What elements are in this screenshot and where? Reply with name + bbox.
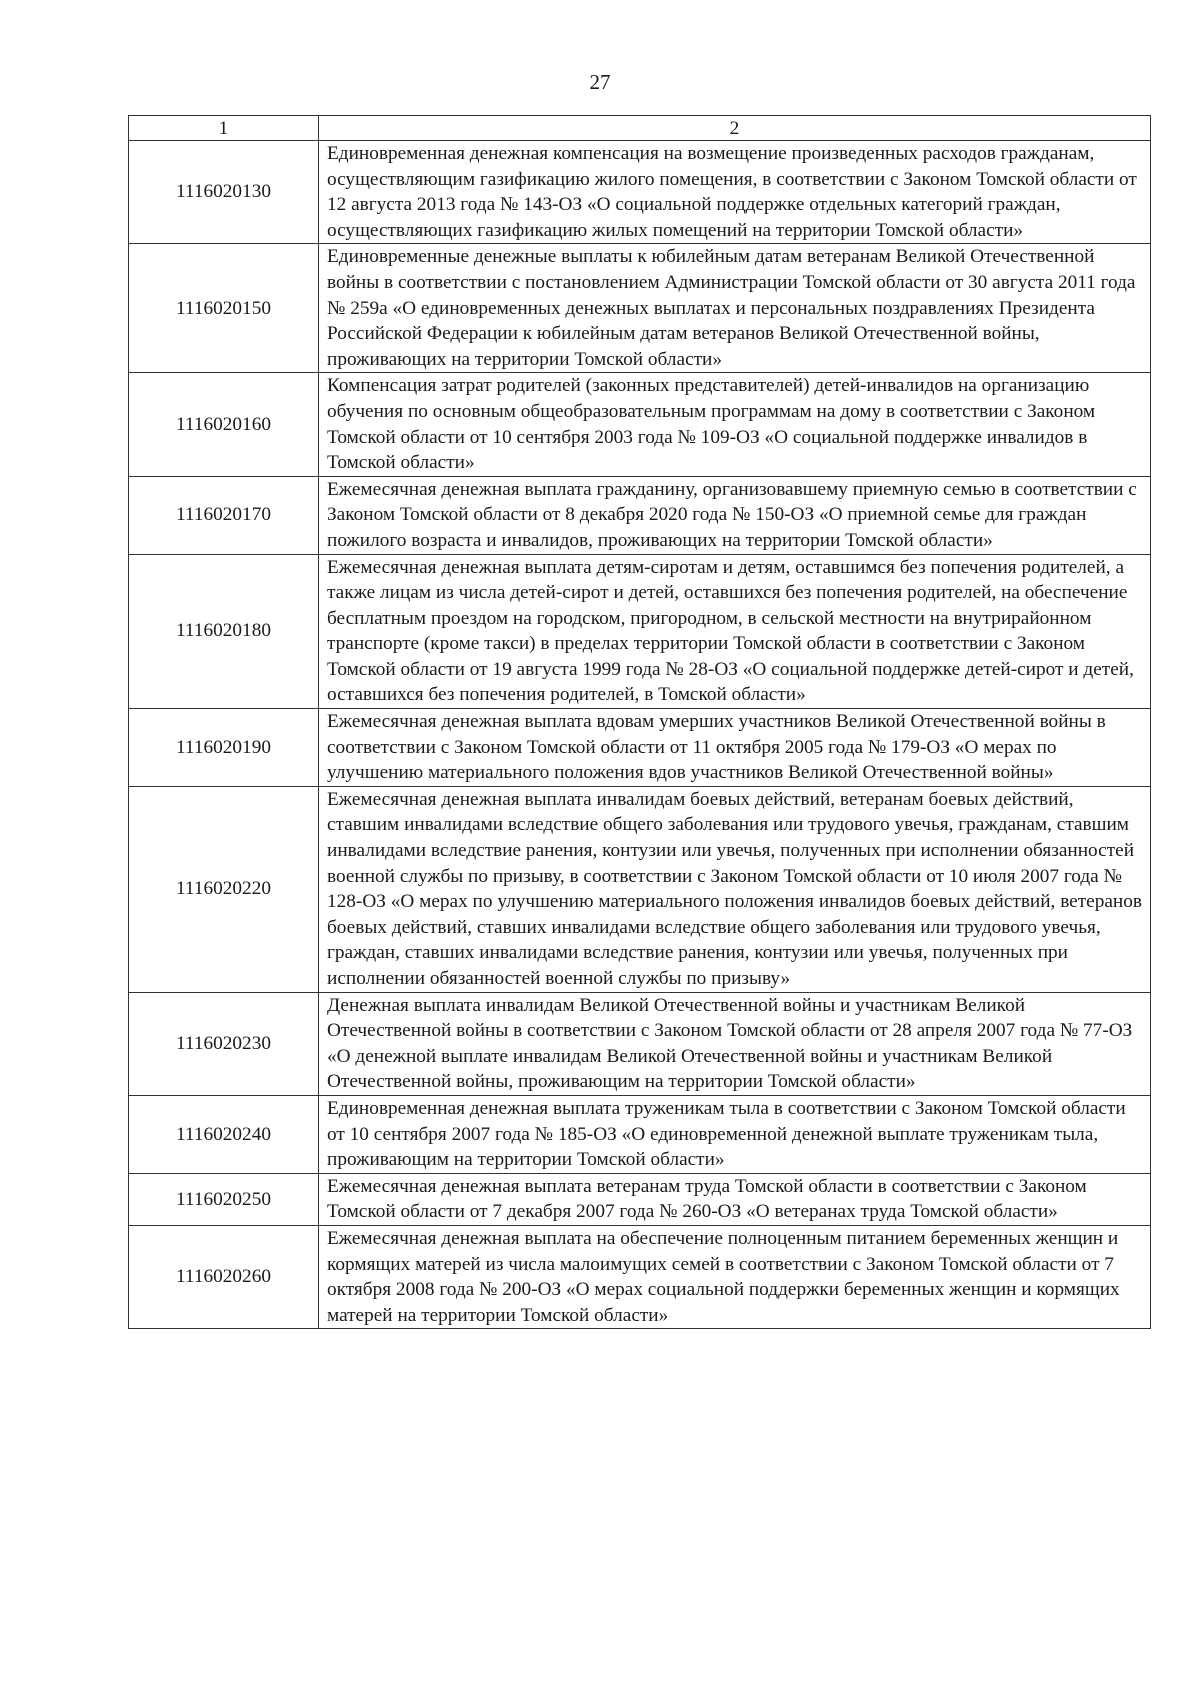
code-cell: 1116020170 bbox=[129, 476, 319, 554]
description-cell: Ежемесячная денежная выплата ветеранам труда Томской области в соответствии с Законом Томской области от 7 декабря 2007 года № 260-ОЗ «О ветеранах труда Томской области» bbox=[319, 1173, 1151, 1225]
code-cell: 1116020260 bbox=[129, 1225, 319, 1328]
description-cell: Ежемесячная денежная выплата вдовам умерших участников Великой Отечественной войны в соответствии с Законом Томской области от 11 октября 2005 года № 179-ОЗ «О мерах по улучшению материального положения вдов участников Великой Отечественной войны» bbox=[319, 709, 1151, 787]
code-cell: 1116020180 bbox=[129, 554, 319, 709]
description-cell: Компенсация затрат родителей (законных представителей) детей-инвалидов на организацию обучения по основным общеобразовательным программам на дому в соответствии с Законом Томской области от 10 сентября 2003 года № 109-ОЗ «О социальной поддержке инвалидов в Томской области» bbox=[319, 373, 1151, 476]
code-cell: 1116020250 bbox=[129, 1173, 319, 1225]
code-cell: 1116020240 bbox=[129, 1095, 319, 1173]
table-row bbox=[129, 992, 1151, 1095]
table-row bbox=[129, 476, 1151, 554]
description-cell: Ежемесячная денежная выплата инвалидам боевых действий, ветеранам боевых действий, ставшим инвалидами вследствие общего заболевания или трудового увечья, гражданам, ставшим инвалидами вследствие ранения, контузии или увечья, полученных при исполнении обязанностей военной службы по призыву, в соответствии с Законом Томской области от 10 июля 2007 года № 128-ОЗ «О мерах по улучшению материального положения инвалидов боевых действий, ветеранов боевых действий, ставших инвалидами вследствие общего заболевания или трудового увечья, граждан, ставших инвалидами вследствие ранения, контузии или увечья, полученных при исполнении обязанностей военной службы по призыву» bbox=[319, 786, 1151, 992]
table-row bbox=[129, 1173, 1151, 1225]
description-cell: Единовременная денежная выплата труженикам тыла в соответствии с Законом Томской области от 10 сентября 2007 года № 185-ОЗ «О единовременной денежной выплате труженикам тыла, проживающим на территории Томской области» bbox=[319, 1095, 1151, 1173]
description-cell: Денежная выплата инвалидам Великой Отечественной войны и участникам Великой Отечественной войны в соответствии с Законом Томской области от 28 апреля 2007 года № 77-ОЗ «О денежной выплате инвалидам Великой Отечественной войны и участникам Великой Отечественной войны, проживающим на территории Томской области» bbox=[319, 992, 1151, 1095]
code-cell: 1116020230 bbox=[129, 992, 319, 1095]
code-cell: 1116020150 bbox=[129, 244, 319, 373]
page-number: 27 bbox=[589, 70, 611, 94]
table-row bbox=[129, 244, 1151, 373]
table-row bbox=[129, 1095, 1151, 1173]
code-cell: 1116020130 bbox=[129, 141, 319, 244]
column-header-1: 1 bbox=[129, 116, 319, 141]
table-row bbox=[129, 373, 1151, 476]
table-row bbox=[129, 554, 1151, 709]
description-cell: Единовременная денежная компенсация на возмещение произведенных расходов гражданам, осуществляющим газификацию жилого помещения, в соответствии с Законом Томской области от 12 августа 2013 года № 143-ОЗ «О социальной поддержке отдельных категорий граждан, осуществляющих газификацию жилых помещений на территории Томской области» bbox=[319, 141, 1151, 244]
column-header-2: 2 bbox=[319, 116, 1151, 141]
code-cell: 1116020190 bbox=[129, 709, 319, 787]
description-cell: Ежемесячная денежная выплата детям-сиротам и детям, оставшимся без попечения родителей, а также лицам из числа детей-сирот и детей, оставшихся без попечения родителей, на обеспечение бесплатным проездом на городском, пригородном, в сельской местности на внутрирайонном транспорте (кроме такси) в пределах территории Томской области в соответствии с Законом Томской области от 19 августа 1999 года № 28-ОЗ «О социальной поддержке детей-сирот и детей, оставшихся без попечения родителей, в Томской области» bbox=[319, 554, 1151, 709]
description-cell: Ежемесячная денежная выплата на обеспечение полноценным питанием беременных женщин и кормящих матерей из числа малоимущих семей в соответствии с Законом Томской области от 7 октября 2008 года № 200-ОЗ «О мерах социальной поддержки беременных женщин и кормящих матерей на территории Томской области» bbox=[319, 1225, 1151, 1328]
table-row bbox=[129, 1225, 1151, 1328]
code-cell: 1116020220 bbox=[129, 786, 319, 992]
table-row bbox=[129, 141, 1151, 244]
description-cell: Ежемесячная денежная выплата гражданину, организовавшему приемную семью в соответствии с Законом Томской области от 8 декабря 2020 года № 150-ОЗ «О приемной семье для граждан пожилого возраста и инвалидов, проживающих на территории Томской области» bbox=[319, 476, 1151, 554]
code-cell: 1116020160 bbox=[129, 373, 319, 476]
table-row bbox=[129, 786, 1151, 992]
description-cell: Единовременные денежные выплаты к юбилейным датам ветеранам Великой Отечественной войны в соответствии с постановлением Администрации Томской области от 30 августа 2011 года № 259а «О единовременных денежных выплатах и персональных поздравлениях Президента Российской Федерации к юбилейным датам ветеранов Великой Отечественной войны, проживающих на территории Томской области» bbox=[319, 244, 1151, 373]
table-row bbox=[129, 709, 1151, 787]
table-header-row bbox=[129, 116, 1151, 141]
budget-codes-table bbox=[128, 115, 1151, 1329]
